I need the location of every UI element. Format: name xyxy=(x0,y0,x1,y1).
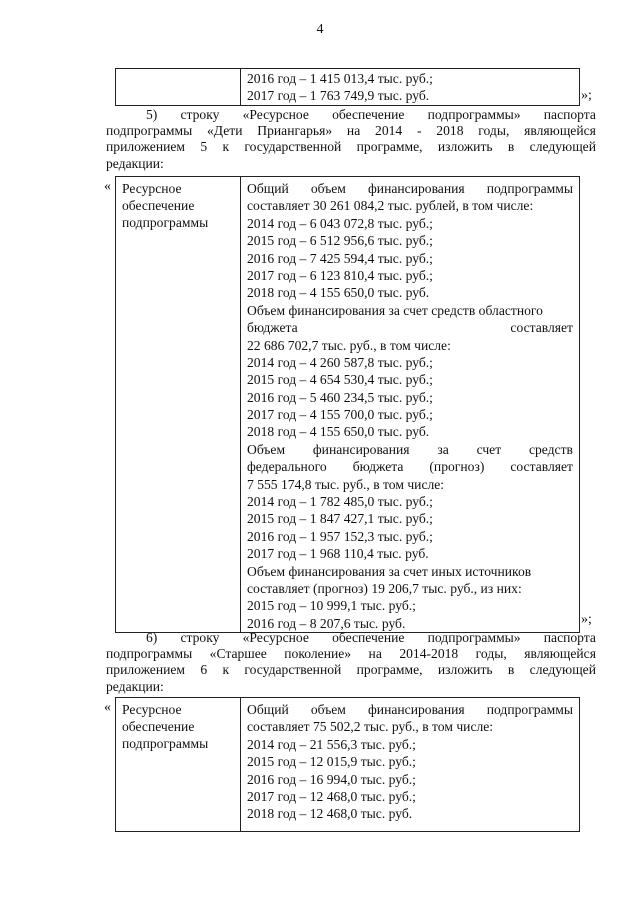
word: программе, xyxy=(356,139,423,155)
word: 6) xyxy=(146,630,158,645)
value-cell xyxy=(241,69,580,106)
year-line: 2015 год – 6 512 956,6 тыс. руб.; xyxy=(247,233,433,249)
word: изложить xyxy=(437,662,493,678)
word: строку xyxy=(180,107,220,122)
label-line: обеспечение xyxy=(122,198,195,213)
label-line: Ресурсное xyxy=(122,702,182,717)
text-line: Объем финансирования за счет средств областного xyxy=(247,302,543,318)
text-line xyxy=(247,701,573,718)
word: финансирования xyxy=(312,441,410,457)
closing-quote: »; xyxy=(581,612,592,627)
word: на xyxy=(368,646,382,662)
year-line: 2014 год – 1 782 485,0 тыс. руб.; xyxy=(247,494,433,510)
year-line: 2016 год – 5 460 234,5 тыс. руб.; xyxy=(247,389,433,405)
word: к xyxy=(222,662,230,678)
word: подпрограммы» xyxy=(427,107,521,122)
label-cell xyxy=(116,698,241,832)
word: приложением xyxy=(106,139,186,155)
word: обеспечение xyxy=(332,630,405,645)
value-cell xyxy=(241,177,580,633)
word: 6 xyxy=(200,662,208,678)
word: 5 xyxy=(200,139,208,155)
year-line: 2014 год – 6 043 072,8 тыс. руб.; xyxy=(247,215,433,231)
word: являющейся xyxy=(524,123,596,139)
word: в xyxy=(507,139,515,155)
word: обеспечение xyxy=(332,107,405,122)
item-6-paragraph xyxy=(106,630,596,695)
word: составляет xyxy=(510,459,573,475)
text-line: Объем финансирования за счет иных источников xyxy=(247,563,532,579)
year-line: 2015 год – 12 015,9 тыс. руб.; xyxy=(247,754,416,770)
word: федерального xyxy=(247,459,327,475)
word: следующей xyxy=(529,662,596,678)
year-line: 2017 год – 1 968 110,4 тыс. руб. xyxy=(247,546,429,562)
paragraph-line xyxy=(106,107,596,123)
page-number: 4 xyxy=(316,22,324,37)
paragraph-line: редакции: xyxy=(106,155,164,171)
label-line: обеспечение xyxy=(122,719,195,734)
word: на xyxy=(346,123,361,139)
year-line: 2016 год – 7 425 594,4 тыс. руб.; xyxy=(247,250,433,266)
label-cell xyxy=(116,177,241,633)
year-line: 2015 год – 4 654 530,4 тыс. руб.; xyxy=(247,372,433,388)
item-5-paragraph xyxy=(106,107,596,172)
word: 2018 xyxy=(436,123,464,139)
word: следующей xyxy=(529,139,596,155)
year-line: 2017 год – 6 123 810,4 тыс. руб.; xyxy=(247,267,433,283)
year-line: 2014 год – 4 260 587,8 тыс. руб.; xyxy=(247,354,433,370)
word: приложением xyxy=(106,662,186,678)
resource-table-starshee xyxy=(115,697,580,832)
word: объем xyxy=(310,181,346,196)
word: финансирования xyxy=(368,702,465,717)
label-line: подпрограммы xyxy=(122,736,209,751)
word: составляет xyxy=(510,320,573,336)
word: подпрограммы xyxy=(486,702,573,717)
word: паспорта xyxy=(543,630,596,645)
label-cell xyxy=(116,69,241,106)
text-line: составляет 30 261 084,2 тыс. рублей, в том числе: xyxy=(247,198,534,214)
year-line: 2016 год – 8 207,6 тыс. руб. xyxy=(247,615,406,631)
word: в xyxy=(507,662,515,678)
top-continuation-table xyxy=(115,68,580,106)
text-line xyxy=(247,458,573,475)
word: «Дети xyxy=(207,123,243,139)
paragraph-line xyxy=(106,123,596,139)
word: бюджета xyxy=(352,459,404,475)
word: «Ресурсное xyxy=(242,107,309,122)
text-line xyxy=(247,319,573,336)
year-line: 2016 год – 16 994,0 тыс. руб.; xyxy=(247,771,416,787)
word: 5) xyxy=(146,107,158,122)
word: государственной xyxy=(244,139,342,155)
word: (прогноз) xyxy=(429,459,485,475)
year-line: 2015 год – 10 999,1 тыс. руб.; xyxy=(247,598,416,614)
resource-table-deti xyxy=(115,176,580,633)
text-line: составляет 75 502,2 тыс. руб., в том числе: xyxy=(247,719,494,735)
word: Общий xyxy=(247,702,289,717)
text-line: 7 555 174,8 тыс. руб., в том числе: xyxy=(247,476,445,492)
word: подпрограммы» xyxy=(427,630,521,645)
word: подпрограммы xyxy=(106,123,193,139)
text-line xyxy=(247,441,573,458)
word: счет xyxy=(476,441,502,457)
paragraph-line xyxy=(106,646,596,662)
paragraph-line xyxy=(106,630,596,646)
word: годы, xyxy=(478,123,510,139)
word: средств xyxy=(528,441,573,457)
year-line: 2017 год – 1 763 749,9 тыс. руб. xyxy=(247,88,430,104)
label-line: подпрограммы xyxy=(122,215,209,230)
text-line xyxy=(247,180,573,197)
paragraph-line: редакции: xyxy=(106,678,164,694)
word: являющейся xyxy=(524,646,596,662)
opening-quote: « xyxy=(104,700,111,715)
text-line: 22 686 702,7 тыс. руб., в том числе: xyxy=(247,337,451,353)
word: годы, xyxy=(475,646,507,662)
text-line: составляет (прогноз) 19 206,7 тыс. руб., из них: xyxy=(247,580,522,596)
word: Приангарья» xyxy=(257,123,333,139)
opening-quote: « xyxy=(104,179,111,194)
year-line: 2016 год – 1 957 152,3 тыс. руб.; xyxy=(247,528,433,544)
word: «Старшее xyxy=(209,646,267,662)
closing-quote: »; xyxy=(581,88,592,103)
word: 2014-2018 xyxy=(399,646,459,662)
word: - xyxy=(416,123,422,139)
word: подпрограммы xyxy=(106,646,193,662)
word: финансирования xyxy=(368,181,465,196)
word: Общий xyxy=(247,181,289,196)
word: поколение» xyxy=(284,646,352,662)
year-line: 2018 год – 12 468,0 тыс. руб. xyxy=(247,806,413,822)
value-cell xyxy=(241,698,580,832)
year-line: 2018 год – 4 155 650,0 тыс. руб. xyxy=(247,424,430,440)
word: программе, xyxy=(356,662,423,678)
year-line: 2014 год – 21 556,3 тыс. руб.; xyxy=(247,736,416,752)
year-line: 2017 год – 4 155 700,0 тыс. руб.; xyxy=(247,407,433,423)
word: паспорта xyxy=(543,107,596,122)
paragraph-line xyxy=(106,662,596,678)
year-line: 2018 год – 4 155 650,0 тыс. руб. xyxy=(247,285,430,301)
word: изложить xyxy=(437,139,493,155)
word: бюджета xyxy=(247,320,298,336)
word: подпрограммы xyxy=(486,181,573,196)
word: Объем xyxy=(247,441,286,457)
word: 2014 xyxy=(375,123,403,139)
word: строку xyxy=(180,630,220,645)
year-line: 2016 год – 1 415 013,4 тыс. руб.; xyxy=(247,71,433,86)
word: «Ресурсное xyxy=(242,630,309,645)
word: государственной xyxy=(244,662,342,678)
year-line: 2017 год – 12 468,0 тыс. руб.; xyxy=(247,788,416,804)
year-line: 2015 год – 1 847 427,1 тыс. руб.; xyxy=(247,511,433,527)
word: за xyxy=(437,441,449,457)
word: объем xyxy=(310,702,346,717)
paragraph-line xyxy=(106,139,596,155)
word: к xyxy=(222,139,230,155)
label-line: Ресурсное xyxy=(122,181,182,196)
